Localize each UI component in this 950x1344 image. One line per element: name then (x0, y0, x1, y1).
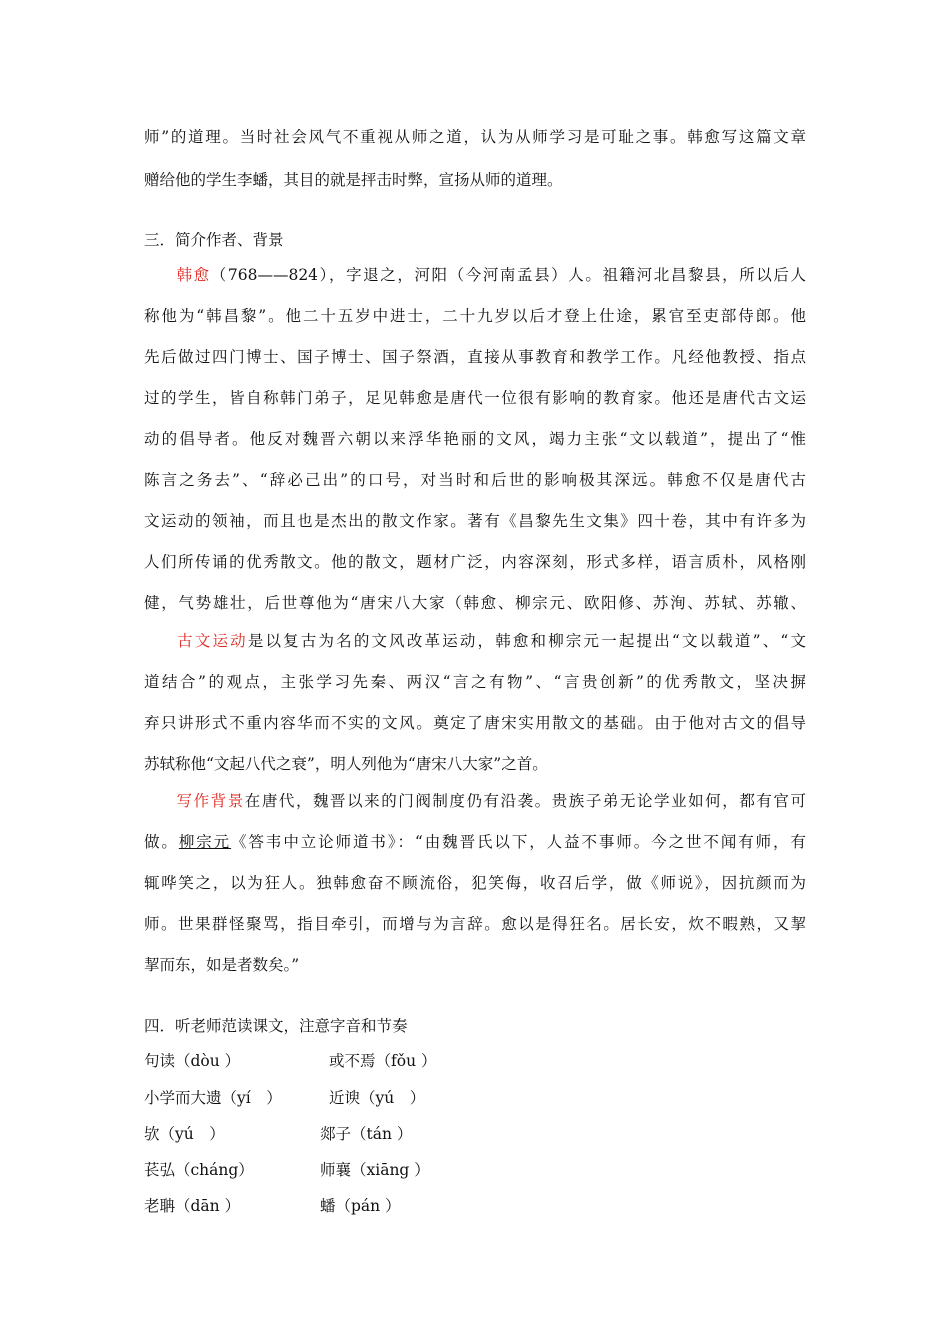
pronunciation-item: 师襄（xiāng ） (320, 1161, 430, 1179)
author-term: 韩愈 (175, 266, 211, 284)
intro-line-2: 赠给他的学生李蟠，其目的就是抨击时弊，宣扬从师的道理。 (144, 171, 563, 189)
pronunciation-item: 或不焉（fǒu ） (329, 1052, 437, 1070)
section-4-heading: 四．听老师范读课文，注意字音和节奏 (144, 1017, 408, 1035)
movement-paragraph-line: 弃只讲形式不重内容华而不实的文风。奠定了唐宋实用散文的基础。由于他对古文的倡导 (144, 714, 806, 732)
pronunciation-item: 句读（dòu ） (144, 1052, 241, 1070)
author-paragraph-line: 陈言之务去”、“辞必己出”的口号，对当时和后世的影响极其深远。韩愈不仅是唐代古 (144, 471, 806, 489)
author-paragraph-line: 动的倡导者。他反对魏晋六朝以来浮华艳丽的文风，竭力主张“文以载道”，提出了“惟 (144, 430, 806, 448)
pronunciation-item: 苌弘（cháng） (144, 1161, 254, 1179)
background-term: 写作背景 (175, 792, 245, 810)
pronunciation-item: 老聃（dān ） (144, 1197, 241, 1215)
section-3-heading: 三．简介作者、背景 (144, 231, 284, 249)
pronunciation-item: 欤（yú ） (144, 1125, 225, 1143)
background-paragraph-line-1: 写作背景在唐代，魏晋以来的门阀制度仍有沿袭。贵族子弟无论学业如何，都有官可 (175, 792, 806, 810)
author-paragraph-line: 先后做过四门博士、国子博士、国子祭酒，直接从事教育和教学工作。凡经他教授、指点 (144, 348, 806, 366)
movement-paragraph-line: 道结合”的观点，主张学习先秦、两汉“言之有物”、“言贵创新”的优秀散文，坚决摒 (144, 673, 806, 691)
pronunciation-item: 郯子（tán ） (320, 1125, 413, 1143)
author-name-underlined: 柳宗元 (178, 833, 232, 851)
pronunciation-item: 近谀（yú ） (329, 1089, 426, 1107)
movement-paragraph-line: 苏轼称他“文起八代之衰”，明人列他为“唐宋八大家”之首。 (144, 755, 548, 773)
pronunciation-item: 小学而大遗（yí ） (144, 1089, 282, 1107)
author-paragraph-line: 健，气势雄壮，后世尊他为“唐宋八大家（韩愈、柳宗元、欧阳修、苏洵、苏轼、苏辙、 (144, 594, 806, 612)
pronunciation-item: 蟠（pán ） (320, 1197, 401, 1215)
author-paragraph-line-1: 韩愈（768——824），字退之，河阳（今河南孟县）人。祖籍河北昌黎县，所以后人 (175, 266, 806, 284)
movement-paragraph-line-1: 古文运动是以复古为名的文风改革运动，韩愈和柳宗元一起提出“文以载道”、“文 (175, 632, 806, 650)
author-paragraph-line: 过的学生，皆自称韩门弟子，足见韩愈是唐代一位很有影响的教育家。他还是唐代古文运 (144, 389, 806, 407)
author-paragraph-line: 文运动的领袖，而且也是杰出的散文作家。著有《昌黎先生文集》四十卷，其中有许多为 (144, 512, 806, 530)
background-paragraph-line-2: 做。柳宗元《答韦中立论师道书》：“由魏晋氏以下，人益不事师。今之世不闻有师，有 (144, 833, 806, 851)
intro-line-1: 师”的道理。当时社会风气不重视从师之道，认为从师学习是可耻之事。韩愈写这篇文章 (144, 128, 806, 146)
background-paragraph-line: 挈而东，如是者数矣。” (144, 956, 300, 974)
background-paragraph-line: 辄哗笑之，以为狂人。独韩愈奋不顾流俗，犯笑侮，收召后学，做《师说》，因抗颜而为 (144, 874, 806, 892)
movement-term: 古文运动 (175, 632, 248, 650)
author-paragraph-line: 人们所传诵的优秀散文。他的散文，题材广泛，内容深刻，形式多样，语言质朴，风格刚 (144, 553, 806, 571)
author-paragraph-line: 称他为“韩昌黎”。他二十五岁中进士，二十九岁以后才登上仕途，累官至吏部侍郎。他 (144, 307, 806, 325)
background-paragraph-line: 师。世果群怪聚骂，指目牵引，而增与为言辞。愈以是得狂名。居长安，炊不暇熟，又挈 (144, 915, 806, 933)
